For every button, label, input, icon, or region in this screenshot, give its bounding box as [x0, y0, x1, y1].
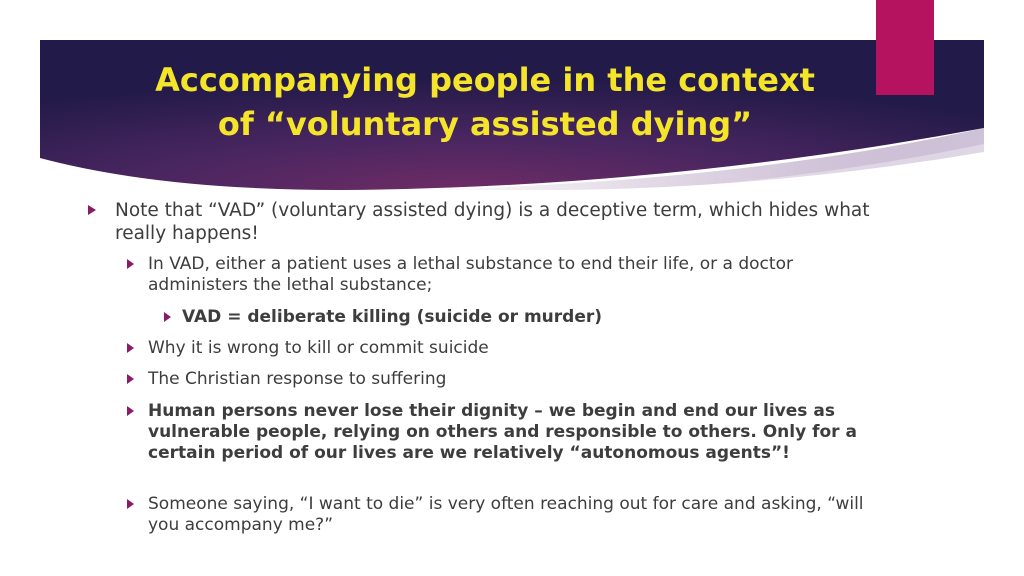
bullet-arrow-icon — [127, 343, 134, 353]
bullet-text: Why it is wrong to kill or commit suicide — [148, 338, 489, 358]
bullet-text: Note that “VAD” (voluntary assisted dying) is a deceptive term, which hides what really happens! — [115, 200, 870, 244]
bullet-level2 — [127, 494, 897, 536]
bullet-level1 — [88, 199, 888, 245]
bullet-arrow-icon — [127, 374, 134, 384]
title-line-1: Accompanying people in the context — [155, 61, 815, 99]
bullet-text: VAD = deliberate killing (suicide or murder) — [182, 307, 603, 327]
bullet-arrow-icon — [164, 312, 171, 322]
bullet-level2 — [127, 401, 887, 464]
bullet-arrow-icon — [88, 205, 96, 215]
title-line-2: of “voluntary assisted dying” — [217, 105, 753, 143]
bullet-level2 — [127, 254, 897, 296]
bullet-text: In VAD, either a patient uses a lethal substance to end their life, or a doctor administers the lethal substance; — [148, 254, 793, 295]
bullet-arrow-icon — [127, 499, 134, 509]
bullet-text: Someone saying, “I want to die” is very often reaching out for care and asking, “will you accompany me?” — [148, 494, 864, 535]
bullet-level2 — [127, 369, 897, 390]
bullet-text: Human persons never lose their dignity – we begin and end our lives as vulnerable people, relying on others and responsible to others. Only for a certain period of our lives are we relatively “autonomous agents”! — [148, 401, 857, 463]
bullet-arrow-icon — [127, 259, 134, 269]
bullet-level3 — [164, 307, 764, 328]
bullet-arrow-icon — [127, 406, 134, 416]
bullet-text: The Christian response to suffering — [148, 369, 447, 389]
bullet-level2 — [127, 338, 897, 359]
